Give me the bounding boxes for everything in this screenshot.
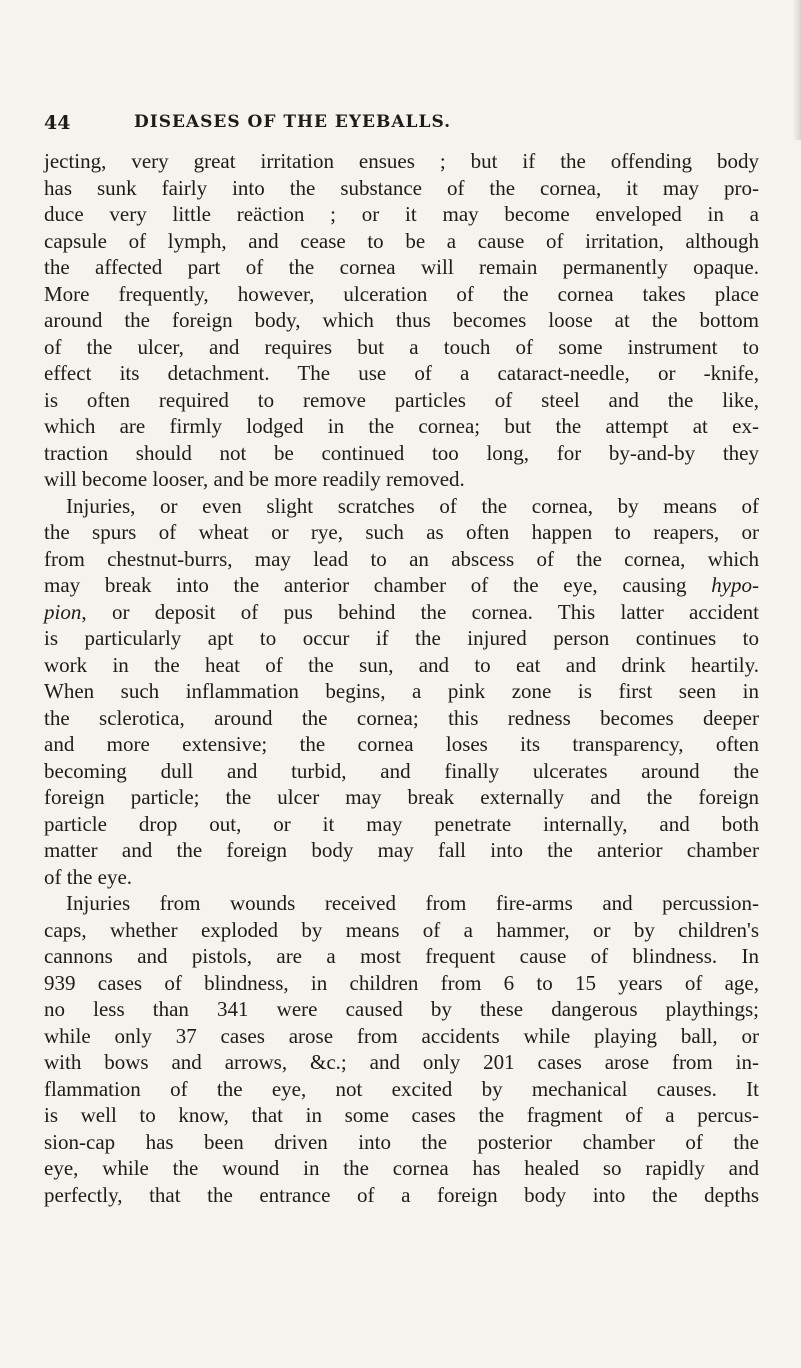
paragraph-3 — [44, 890, 759, 1208]
text-line: from chestnut-burrs, may lead to an abscess of the cornea, which — [44, 546, 759, 571]
paragraph-1 — [44, 148, 759, 493]
text-segment: may break into the anterior chamber of the eye, causing — [44, 573, 687, 597]
text-line: duce very little reäction ; or it may become enveloped in a — [44, 202, 759, 226]
text-line: the sclerotica, around the cornea; this redness becomes deeper — [44, 705, 759, 730]
text-line: around the foreign body, which thus becomes loose at the bottom — [44, 308, 759, 332]
text-line: When such inflammation begins, a pink zone is first seen in — [44, 679, 759, 703]
text-line: Injuries, or even slight scratches of the cornea, by means of — [66, 493, 759, 518]
text-line: the spurs of wheat or rye, such as often happen to reapers, or — [44, 520, 759, 544]
text-line: flammation of the eye, not excited by mechanical causes. It — [44, 1076, 759, 1101]
text-line: of the ulcer, and requires but a touch of some instrument to — [44, 334, 759, 359]
text-line: of the eye. — [44, 864, 133, 889]
text-line: sion-cap has been driven into the posterior chamber of the — [44, 1129, 759, 1154]
text-line: with bows and arrows, &c.; and only 201 cases arose from in- — [44, 1050, 759, 1074]
text-line: is particularly apt to occur if the injured person continues to — [44, 626, 759, 650]
text-line: More frequently, however, ulceration of the cornea takes place — [44, 281, 759, 306]
text-line: effect its detachment. The use of a cataract-needle, or -knife, — [44, 361, 759, 385]
page-edge-shadow — [793, 0, 801, 140]
text-line: has sunk fairly into the substance of the cornea, it may pro- — [44, 175, 759, 200]
italic-term: pion — [44, 599, 82, 624]
text-line: the affected part of the cornea will remain permanently opaque. — [44, 255, 759, 279]
text-segment: , or deposit of pus behind the cornea. This latter accident — [81, 599, 759, 624]
text-line: particle drop out, or it may penetrate internally, and both — [44, 811, 759, 836]
text-line: foreign particle; the ulcer may break externally and the foreign — [44, 785, 759, 809]
text-line: is often required to remove particles of steel and the like, — [44, 387, 759, 412]
paragraph-2 — [44, 493, 759, 891]
text-line: while only 37 cases arose from accidents while playing ball, or — [44, 1023, 759, 1048]
text-line: jecting, very great irritation ensues ; but if the offending body — [44, 149, 759, 173]
text-line: caps, whether exploded by means of a hammer, or by children's — [44, 917, 759, 942]
text-line: matter and the foreign body may fall into the anterior chamber — [44, 838, 759, 862]
text-line: cannons and pistols, are a most frequent cause of blindness. In — [44, 944, 759, 968]
italic-term: hypo- — [711, 573, 760, 597]
text-line: which are firmly lodged in the cornea; but the attempt at ex- — [44, 414, 759, 438]
running-title: DISEASES OF THE EYEBALLS. — [134, 112, 452, 132]
text-line: capsule of lymph, and cease to be a cause of irritation, although — [44, 228, 759, 253]
body-text — [44, 148, 759, 1208]
page-number: 44 — [44, 112, 71, 134]
text-line: work in the heat of the sun, and to eat and drink heartily. — [44, 652, 759, 677]
text-line: no less than 341 were caused by these dangerous playthings; — [44, 997, 759, 1021]
text-line: is well to know, that in some cases the fragment of a percus- — [44, 1103, 759, 1127]
text-line: 939 cases of blindness, in children from 6 to 15 years of age, — [44, 970, 759, 995]
text-line: eye, while the wound in the cornea has healed so rapidly and — [44, 1156, 759, 1180]
text-line: becoming dull and turbid, and finally ulcerates around the — [44, 758, 759, 783]
text-line — [44, 599, 759, 626]
text-line — [44, 572, 759, 599]
text-line: will become looser, and be more readily removed. — [44, 467, 465, 491]
text-line: traction should not be continued too long, for by-and-by they — [44, 440, 759, 465]
text-line: Injuries from wounds received from fire-arms and percussion- — [66, 891, 759, 915]
page-header — [44, 112, 764, 136]
text-line: and more extensive; the cornea loses its transparency, often — [44, 732, 759, 756]
text-line: perfectly, that the entrance of a foreign body into the depths — [44, 1182, 759, 1207]
